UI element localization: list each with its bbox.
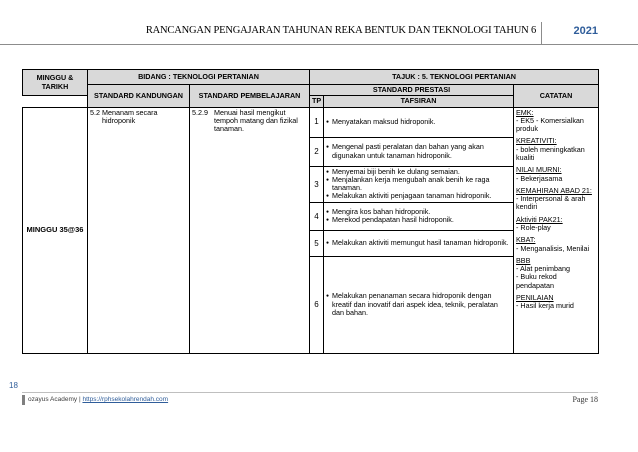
tafsiran-item: ● Mengira kos bahan hidroponik.: [326, 208, 511, 216]
standard-pembelajaran-cell: [190, 107, 310, 353]
tafsiran-cell: [324, 166, 514, 202]
tafsiran-item: ● Melakukan aktiviti penjagaan tanaman hidroponik.: [326, 192, 511, 200]
catatan-line: - boleh meningkatkan kualiti: [516, 144, 585, 162]
catatan-line: - Hasil kerja murid: [516, 301, 574, 311]
catatan-emk: [516, 109, 596, 134]
page-number-marker: 18: [9, 381, 18, 390]
sp-text: Menuai hasil mengikut tempoh matang dan fizikal tanaman.: [214, 107, 298, 134]
catatan-line: - Bekerjasama: [516, 173, 563, 183]
catatan-title: NILAI MURNI:: [516, 165, 562, 175]
tafsiran-cell: [324, 107, 514, 137]
catatan-title: KBAT:: [516, 235, 536, 245]
catatan-title: KREATIVITI:: [516, 136, 557, 146]
footer-brand: ozayus Academy |: [28, 396, 81, 403]
header-tajuk: TAJUK : 5. TEKNOLOGI PERTANIAN: [310, 70, 599, 85]
sk-text: Menanam secara hidroponik: [102, 107, 158, 125]
header-tp: TP: [310, 96, 324, 107]
footer-accent-bar: [22, 395, 25, 405]
catatan-line: - EK5 - Komersialkan produk: [516, 115, 584, 134]
tafsiran-item: ● Menjalankan kerja mengubah anak benih ke raga tanaman.: [326, 176, 511, 193]
catatan-title: BBB: [516, 255, 531, 265]
page-header: [145, 22, 598, 44]
header-bidang: BIDANG : TEKNOLOGI PERTANIAN: [88, 70, 310, 85]
header-separator: [541, 22, 542, 44]
tafsiran-item: ● Mengenal pasti peralatan dan bahan yang akan digunakan untuk tanaman hidroponik.: [326, 143, 511, 160]
header-rule: [0, 44, 638, 45]
tp-value: 5: [310, 230, 324, 256]
tafsiran-cell: [324, 202, 514, 230]
catatan-line: - Alat penimbang: [516, 264, 570, 274]
tp-value: 2: [310, 137, 324, 166]
header-tafsiran: TAFSIRAN: [324, 96, 514, 107]
catatan-penilaian: [516, 294, 596, 311]
footer-page-number: Page 18: [572, 395, 598, 404]
footer-rule: [22, 392, 598, 393]
document-year: 2021: [573, 25, 598, 37]
catatan-title: PENILAIAN: [516, 292, 554, 302]
footer-text: [28, 396, 168, 403]
sk-code: 5.2: [90, 107, 100, 117]
header-standard-kandungan: STANDARD KANDUNGAN: [88, 85, 190, 108]
catatan-line: - Interpersonal & arah kendiri: [516, 194, 586, 212]
lesson-plan-table: [22, 69, 599, 354]
catatan-nilai-murni: [516, 166, 596, 183]
page-footer: [22, 395, 598, 407]
catatan-line: - Role-play: [516, 222, 551, 232]
tafsiran-cell: [324, 230, 514, 256]
catatan-title: EMK:: [516, 107, 534, 117]
tp-value: 1: [310, 107, 324, 137]
catatan-kreativiti: [516, 137, 596, 162]
header-standard-pembelajaran: STANDARD PEMBELAJARAN: [190, 85, 310, 108]
tp-value: 3: [310, 166, 324, 202]
tp-value: 6: [310, 256, 324, 353]
header-catatan: CATATAN: [514, 85, 599, 108]
header-minggu-tarikh: MINGGU & TARIKH: [23, 70, 88, 96]
tafsiran-item: ● Melakukan aktiviti memungut hasil tanaman hidroponik.: [326, 239, 511, 247]
tafsiran-cell: [324, 137, 514, 166]
sp-code: 5.2.9: [192, 107, 208, 117]
catatan-aktiviti-pak21: [516, 216, 596, 233]
tp-value: 4: [310, 202, 324, 230]
catatan-title: KEMAHIRAN ABAD 21:: [516, 185, 592, 195]
catatan-line: - Menganalisis, Menilai: [516, 243, 590, 253]
document-title: RANCANGAN PENGAJARAN TAHUNAN REKA BENTUK DAN TEKNOLOGI TAHUN 6: [145, 25, 536, 36]
footer-link[interactable]: https://rphsekolahrendah.com: [82, 396, 169, 403]
tafsiran-item: ● Menyemai biji benih ke dulang semaian.: [326, 168, 511, 176]
catatan-kemahiran-abad-21: [516, 187, 596, 212]
tafsiran-item: ● Merekod pendapatan hasil hidroponik.: [326, 216, 511, 224]
catatan-kbat: [516, 236, 596, 253]
tafsiran-item: ● Melakukan penanaman secara hidroponik dengan kreatif dan inovatif dari aspek idea, teknik, peralatan dan bahan.: [326, 292, 511, 317]
standard-kandungan-cell: [88, 107, 190, 353]
tafsiran-cell: [324, 256, 514, 353]
minggu-cell: MINGGU 35@36: [23, 107, 88, 353]
catatan-cell: [514, 107, 599, 353]
catatan-line: - Buku rekod pendapatan: [516, 272, 557, 290]
header-standard-prestasi: STANDARD PRESTASI: [310, 85, 514, 96]
catatan-title: Aktiviti PAK21:: [516, 214, 563, 224]
catatan-bbb: [516, 257, 596, 290]
tafsiran-item: ● Menyatakan maksud hidroponik.: [326, 118, 511, 126]
